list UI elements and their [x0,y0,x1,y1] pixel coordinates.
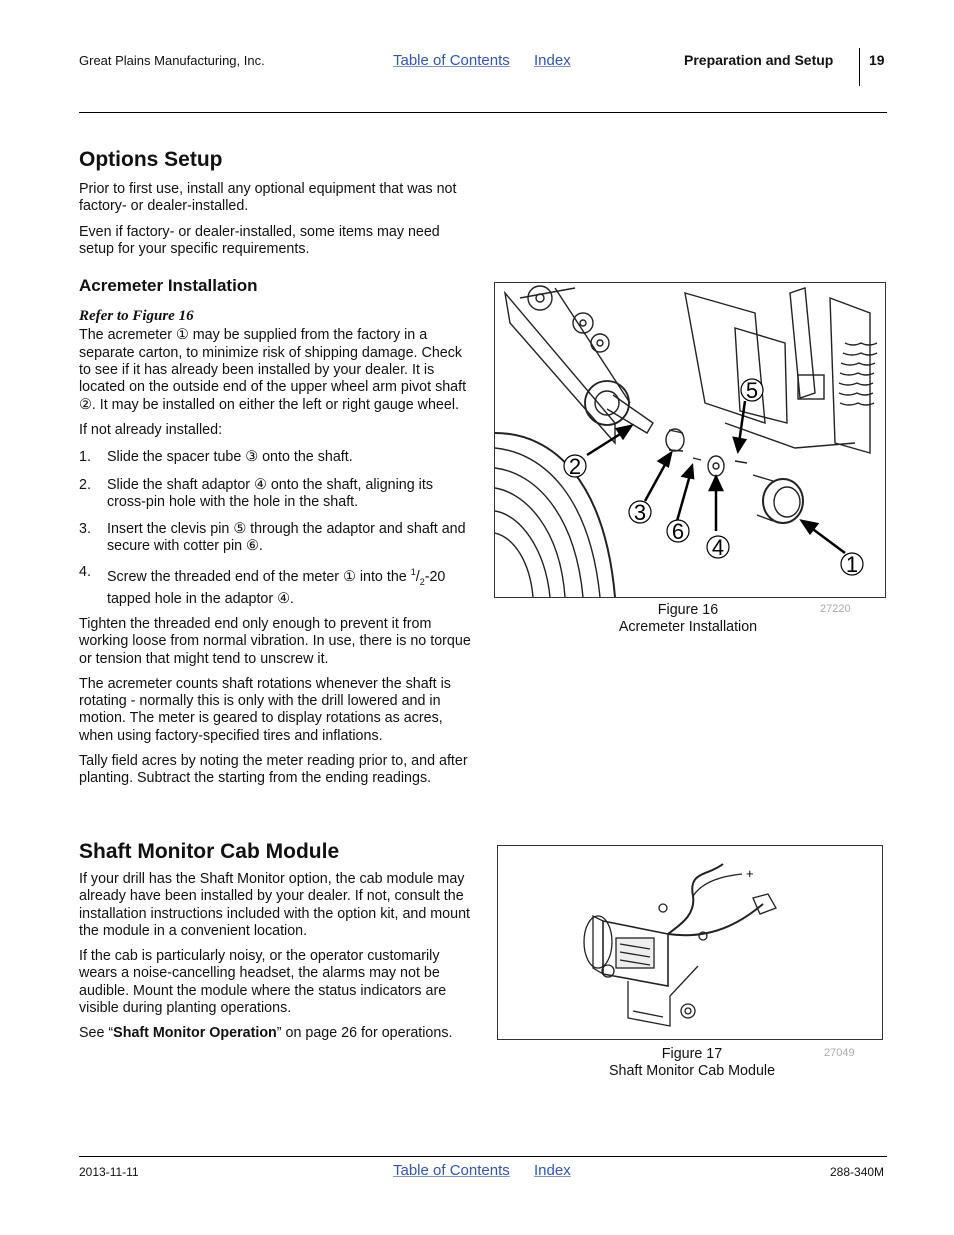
header-rule [79,112,887,113]
figure-17-id: 27049 [824,1047,855,1059]
step-text: Slide the shaft adaptor ④ onto the shaft, aligning its cross-pin hole with the hole in the shaft. [107,476,433,510]
header-company: Great Plains Manufacturing, Inc. [79,53,265,68]
figure-16-illustration [494,282,886,598]
shaft-monitor-title: Shaft Monitor Cab Module [79,840,340,863]
step-item [79,521,471,556]
acremeter-paragraph: Tighten the threaded end only enough to prevent it from working loose from normal vibration. In use, there is no torque or tension that might tend to unscrew it. [79,615,471,667]
step-number: 4. [79,563,91,580]
callout-1: 1 [845,552,859,577]
wire-label: + [746,866,754,881]
callout-2: 2 [568,454,582,479]
acremeter-title: Acremeter Installation [79,276,258,296]
shaft-monitor-paragraph: If the cab is particularly noisy, or the operator customarily wears a noise-cancelling headset, the alarms may not be audible. Mount the module where the status indicators are visible during planting operations. [79,948,447,1017]
figure-16-title: Acremeter Installation [618,619,758,635]
figure-16-caption [590,602,786,636]
step-number: 3. [79,521,91,538]
figure-17-label: Figure 17 [661,1046,723,1062]
footer-date: 2013-11-11 [79,1165,139,1179]
cross-reference-link: Shaft Monitor Operation [113,1025,277,1042]
step-number: 1. [79,449,91,466]
step-number: 2. [79,476,91,493]
acremeter-paragraph: The acremeter counts shaft rotations whenever the shaft is rotating - normally this is only with the drill lowered and in motion. The meter is geared to display rotations as acres, when using factory-specified tires and inflations. [79,675,451,744]
options-paragraph: Even if factory- or dealer-installed, some items may need setup for your specific requirements. [79,223,440,257]
figure-16-label: Figure 16 [657,602,719,618]
callout-5: 5 [745,378,759,403]
footer-toc-link[interactable]: Table of Contents [393,1162,510,1179]
options-section [79,148,471,788]
step-text: Slide the spacer tube ③ onto the shaft. [107,449,353,466]
step-text: Insert the clevis pin ⑤ through the adaptor and shaft and secure with cotter pin ⑥. [107,521,466,555]
callout-6: 6 [671,519,685,544]
figure-16-id: 27220 [820,603,851,615]
cab-module-drawing [498,846,882,1039]
footer-index-link[interactable]: Index [534,1162,571,1179]
footer-rule [79,1156,887,1157]
acremeter-drawing [495,283,885,597]
step-item [79,564,471,608]
acremeter-paragraph: If not already installed: [79,421,223,438]
options-title: Options Setup [79,148,223,171]
header-toc-link[interactable]: Table of Contents [393,52,510,69]
step-item [79,449,471,466]
step-item [79,477,471,512]
figure-17-title: Shaft Monitor Cab Module [608,1063,776,1079]
figure-17-illustration [497,845,883,1040]
acremeter-paragraph: The acremeter ① may be supplied from the factory in a separate carton, to minimize risk of shipping damage. Check to see if it has already been installed by your dealer. It is located on the outside end of the upper wheel arm pivot shaft ②. It may be installed on either the left or right gauge wheel. [79,327,467,413]
acremeter-paragraph: Tally field acres by noting the meter reading prior to, and after planting. Subtract the starting from the ending readings. [79,753,468,787]
header-divider [859,48,860,86]
shaft-monitor-paragraph: If your drill has the Shaft Monitor option, the cab module may already have been installed by your dealer. If not, consult the installation instructions included with the option kit, and mount the module in a convenient location. [79,871,471,939]
page-number: 19 [869,52,885,68]
callout-3: 3 [633,500,647,525]
shaft-monitor-paragraph: See “Shaft Monitor Operation” on page 26 for operations. [79,1025,453,1042]
figure-reference: Refer to Figure 16 [79,308,194,325]
footer-doc-number: 288-340M [830,1165,885,1179]
callout-4: 4 [711,535,725,560]
shaft-monitor-section [79,840,471,1043]
header-index-link[interactable]: Index [534,52,571,69]
options-paragraph: Prior to first use, install any optional equipment that was not factory- or dealer-installed. [79,181,457,215]
header-section-title: Preparation and Setup [684,52,834,68]
figure-17-caption [592,1046,792,1080]
step-text: Screw the threaded end of the meter ① into the $^1/_2-20$ tapped hole in the adaptor ④. [107,566,446,607]
